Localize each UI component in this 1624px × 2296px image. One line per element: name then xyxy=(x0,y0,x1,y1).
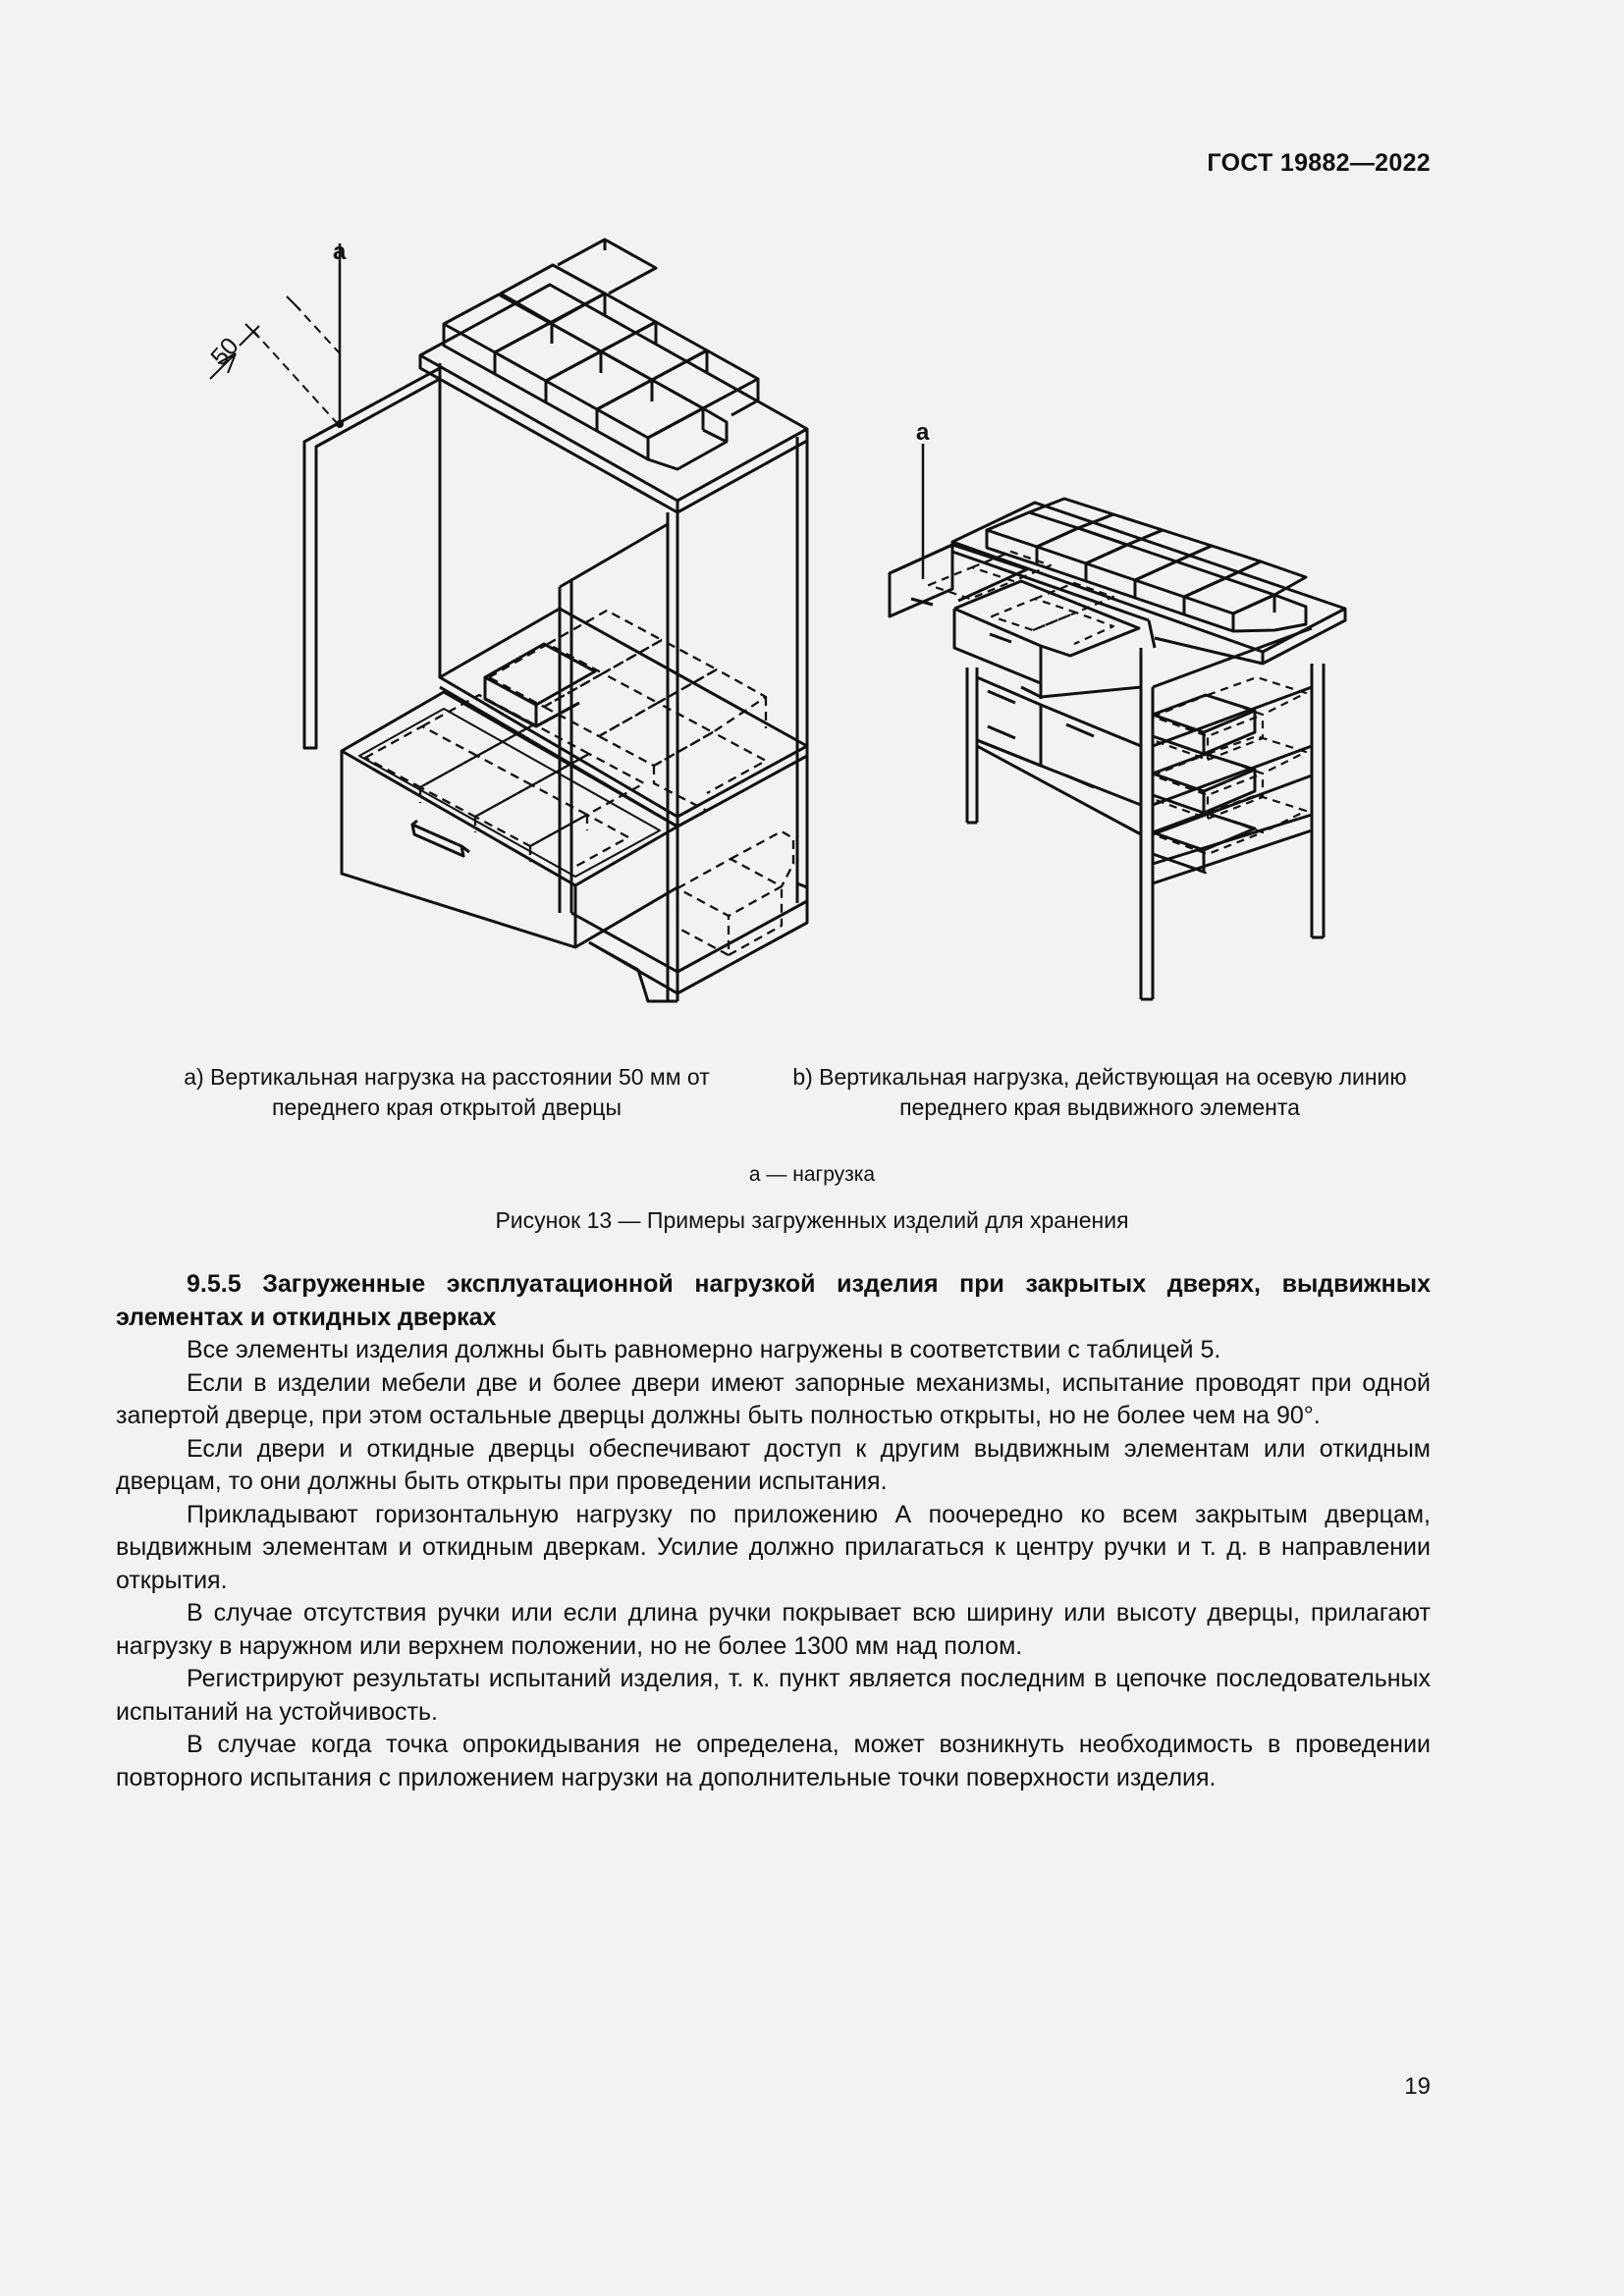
paragraph: Все элементы изделия должны быть равномерно нагружены в соответствии с таблицей 5. xyxy=(187,1336,1221,1363)
figure-13-drawing xyxy=(0,0,1624,1041)
paragraph: В случае отсутствия ручки или если длина ручки покрывает всю ширину или высоту дверцы, прилагают нагрузку в наружном или верхнем положении, но не более 1300 мм над полом. xyxy=(116,1599,1431,1660)
paragraph: Если двери и откидные дверцы обеспечивают доступ к другим выдвижным элементам или откидным дверцам, то они должны быть открыты при проведении испытания. xyxy=(116,1434,1431,1495)
load-label-right: а xyxy=(916,419,930,446)
cabinet-open-door-illustration xyxy=(210,240,807,1001)
figure-legend: а — нагрузка xyxy=(748,1163,876,1186)
paragraph: Прикладывают горизонтальную нагрузку по приложению А поочередно ко всем закрытым дверцам, выдвижным элементам и откидным дверкам. Усилие должно прилагаться к центру ручки и т. д. в направлении открытия. xyxy=(116,1500,1431,1594)
paragraph: Регистрируют результаты испытаний изделия, т. к. пункт является последним в цепочке последовательных испытаний на устойчивость. xyxy=(116,1665,1431,1726)
page-number: 19 xyxy=(1404,2073,1431,2100)
figure-title: Рисунок 13 — Примеры загруженных изделий для хранения xyxy=(495,1207,1129,1233)
paragraph: Если в изделии мебели две и более двери имеют запорные механизмы, испытание проводят при одной запертой дверце, при этом остальные дверцы должны быть полностью открыты, но не более чем на 90°. xyxy=(116,1368,1431,1429)
chest-drawers-illustration xyxy=(890,444,1345,999)
section-heading: 9.5.5 Загруженные эксплуатационной нагрузкой изделия при закрытых дверях, выдвижных элементах и откидных дверках xyxy=(116,1270,1431,1331)
paragraph: В случае когда точка опрокидывания не определена, может возникнуть необходимость в проведении повторного испытания с приложением нагрузки на дополнительные точки поверхности изделия. xyxy=(116,1731,1431,1791)
section-body xyxy=(116,1268,1431,1794)
caption-b: b) Вертикальная нагрузка, действующая на осевую линию переднего края выдвижного элемента xyxy=(792,1064,1407,1120)
dimension-value: 50 xyxy=(205,332,244,371)
standard-id: ГОСТ 19882—2022 xyxy=(1207,149,1431,177)
load-label-left: а xyxy=(333,239,347,265)
caption-a: а) Вертикальная нагрузка на расстоянии 50 мм от переднего края открытой дверцы xyxy=(184,1064,710,1120)
